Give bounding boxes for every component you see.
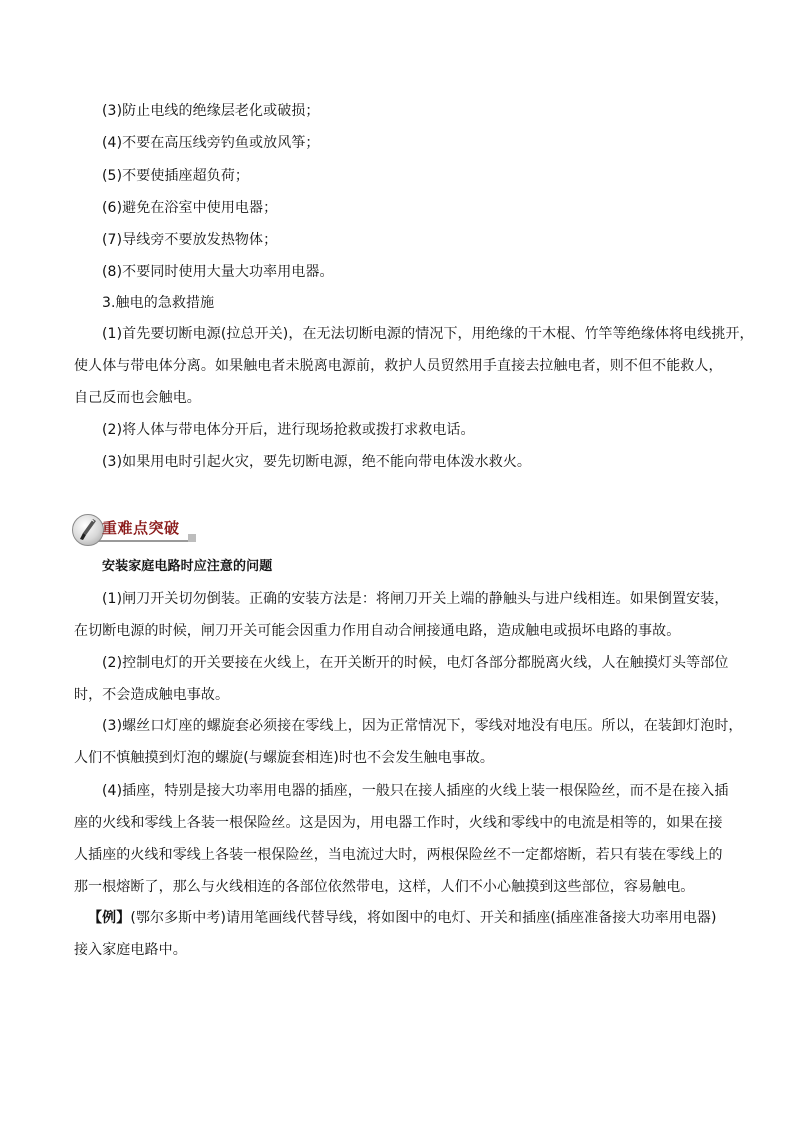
paragraph-line: 那一根熔断了，那么与火线相连的各部位依然带电，这样，人们不小心触摸到这些部位，容易触电。 xyxy=(74,879,695,895)
example-line xyxy=(88,908,717,928)
first-aid-heading: 3.触电的急救措施 xyxy=(102,295,215,311)
paragraph-line: 时，不会造成触电事故。 xyxy=(74,687,230,703)
list-item: (7)导线旁不要放发热物体； xyxy=(102,232,278,248)
badge-underline xyxy=(98,540,194,542)
example-tag: 【例】 xyxy=(88,910,131,926)
paragraph-line: (2)控制电灯的开关要接在火线上，在开关断开的时候，电灯各部分都脱离火线，人在触摸灯头等部位 xyxy=(102,655,729,671)
badge-tail-square xyxy=(188,534,196,542)
paragraph-line: 人插座的火线和零线上各装一根保险丝，当电流过大时，两根保险丝不一定都熔断，若只有装在零线上的 xyxy=(74,847,723,863)
paragraph-line: (2)将人体与带电体分开后，进行现场抢救或拨打求救电话。 xyxy=(102,422,475,438)
paragraph-line: (4)插座，特别是接大功率用电器的插座，一般只在接人插座的火线上装一根保险丝，而不是在接入插 xyxy=(102,783,729,799)
list-item: (5)不要使插座超负荷； xyxy=(102,168,250,184)
paragraph-line: 在切断电源的时候，闸刀开关可能会因重力作用自动合闸接通电路，造成触电或损坏电路的事故。 xyxy=(74,623,681,639)
paragraph-line: (1)首先要切断电源(拉总开关)，在无法切断电源的情况下，用绝缘的干木棍、竹竿等绝缘体将电线挑开， xyxy=(102,326,754,342)
example-text: (鄂尔多斯中考)请用笔画线代替导线，将如图中的电灯、开关和插座(插座准备接大功率用电器) xyxy=(130,910,717,926)
paragraph-line: (3)螺丝口灯座的螺旋套必须接在零线上，因为正常情况下，零线对地没有电压。所以，在装卸灯泡时， xyxy=(102,718,743,734)
paragraph-line: 人们不慎触摸到灯泡的螺旋(与螺旋套相连)时也不会发生触电事故。 xyxy=(74,750,495,766)
paragraph-line: (1)闸刀开关切勿倒装。正确的安装方法是：将闸刀开关上端的静触头与进户线相连。如果倒置安装， xyxy=(102,591,729,607)
example-line: 接入家庭电路中。 xyxy=(74,942,187,958)
section-title: 安装家庭电路时应注意的问题 xyxy=(102,559,273,574)
paragraph-line: (3)如果用电时引起火灾，要先切断电源，绝不能向带电体泼水救火。 xyxy=(102,454,532,470)
list-item: (4)不要在高压线旁钓鱼或放风筝； xyxy=(102,135,320,151)
section-badge xyxy=(72,512,200,548)
list-item: (6)避免在浴室中使用电器； xyxy=(102,200,278,216)
brush-icon xyxy=(72,514,104,546)
paragraph-line: 座的火线和零线上各装一根保险丝。这是因为，用电器工作时，火线和零线中的电流是相等的，如果在接 xyxy=(74,815,723,831)
paragraph-line: 自己反而也会触电。 xyxy=(74,390,201,406)
list-item: (8)不要同时使用大量大功率用电器。 xyxy=(102,264,334,280)
list-item: (3)防止电线的绝缘层老化或破损； xyxy=(102,103,320,119)
paragraph-line: 使人体与带电体分离。如果触电者未脱离电源前，救护人员贸然用手直接去拉触电者，则不但不能救人， xyxy=(74,358,723,374)
section-badge-label: 重难点突破 xyxy=(102,519,180,537)
